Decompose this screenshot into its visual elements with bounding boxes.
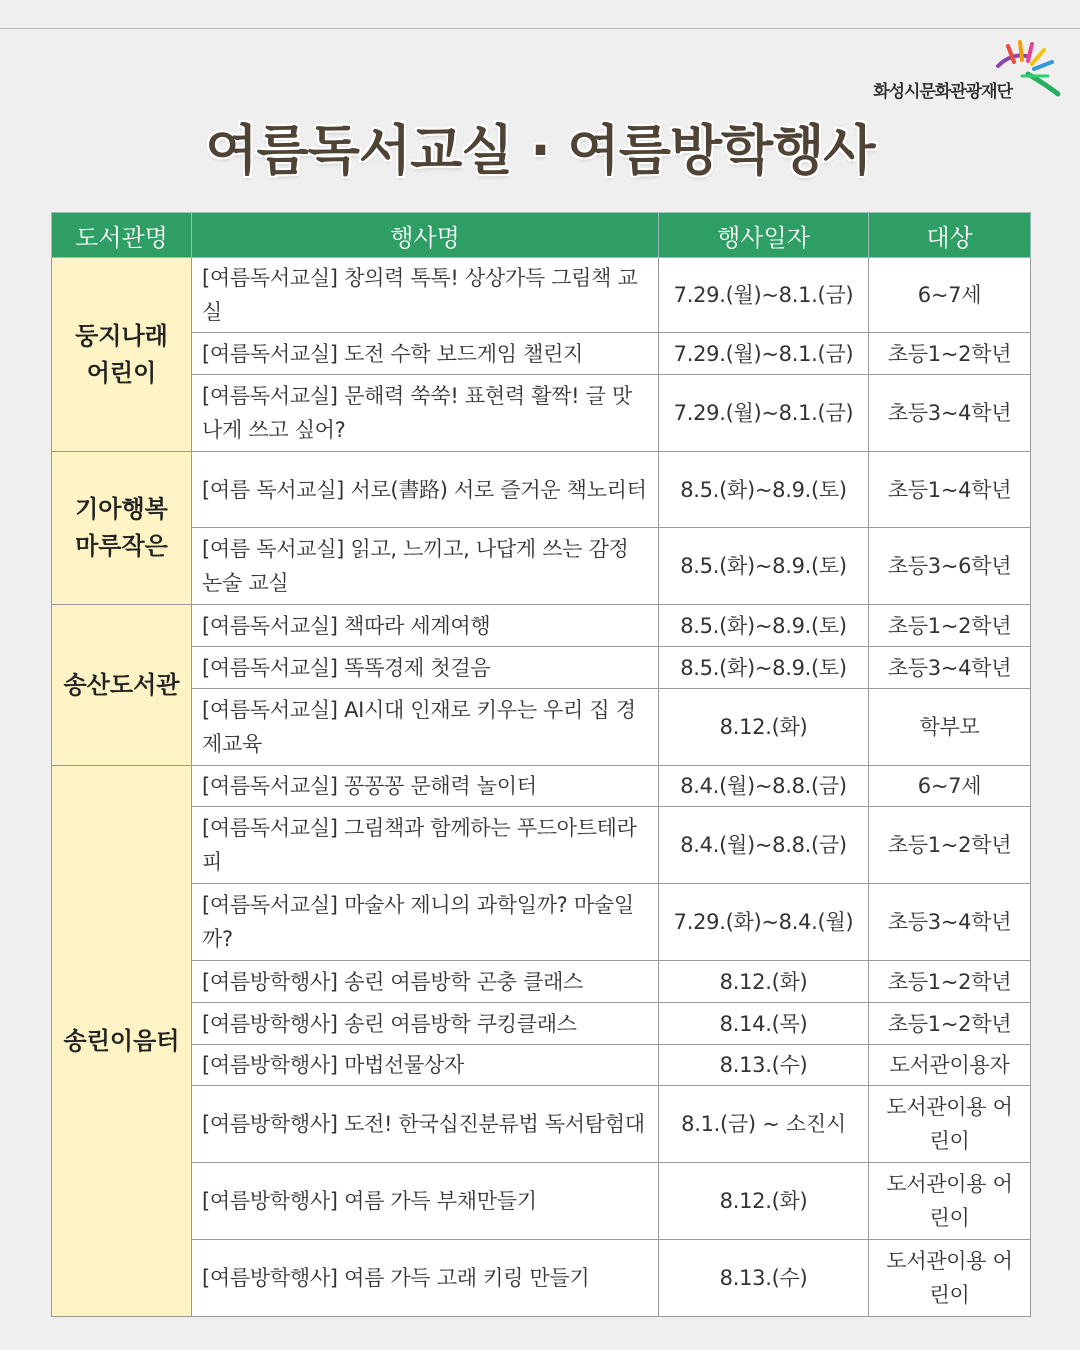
table-row xyxy=(52,333,1031,375)
target-cell: 초등3~6학년 xyxy=(869,528,1031,605)
target-cell: 학부모 xyxy=(869,689,1031,766)
target-cell: 도서관이용 어린이 xyxy=(869,1086,1031,1163)
table-row xyxy=(52,1086,1031,1163)
table-row xyxy=(52,647,1031,689)
event-name-cell: [여름독서교실] 마술사 제니의 과학일까? 마술일까? xyxy=(192,884,659,961)
target-cell: 초등1~2학년 xyxy=(869,605,1031,647)
target-cell: 초등1~2학년 xyxy=(869,807,1031,884)
event-name-cell: [여름독서교실] 문해력 쑥쑥! 표현력 활짝! 글 맛 나게 쓰고 싶어? xyxy=(192,375,659,452)
event-name-cell: [여름 독서교실] 읽고, 느끼고, 나답게 쓰는 감정 논술 교실 xyxy=(192,528,659,605)
event-name-cell: [여름방학행사] 도전! 한국십진분류법 독서탐험대 xyxy=(192,1086,659,1163)
event-name-cell: [여름독서교실] 창의력 톡톡! 상상가득 그림책 교실 xyxy=(192,258,659,333)
library-cell: 기아행복 마루작은 xyxy=(52,452,192,605)
event-date-cell: 8.12.(화) xyxy=(659,689,869,766)
event-name-cell: [여름독서교실] 책따라 세계여행 xyxy=(192,605,659,647)
target-cell: 초등1~4학년 xyxy=(869,452,1031,528)
target-cell: 도서관이용 어린이 xyxy=(869,1240,1031,1317)
target-cell: 도서관이용자 xyxy=(869,1045,1031,1086)
table-row xyxy=(52,766,1031,807)
library-cell: 둥지나래 어린이 xyxy=(52,258,192,452)
table-row xyxy=(52,961,1031,1003)
table-row xyxy=(52,452,1031,528)
table-row xyxy=(52,807,1031,884)
event-date-cell: 8.13.(수) xyxy=(659,1240,869,1317)
target-cell: 초등1~2학년 xyxy=(869,333,1031,375)
event-date-cell: 8.5.(화)~8.9.(토) xyxy=(659,647,869,689)
library-cell: 송산도서관 xyxy=(52,605,192,766)
event-name-cell: [여름독서교실] 도전 수학 보드게임 챌린지 xyxy=(192,333,659,375)
target-cell: 초등3~4학년 xyxy=(869,884,1031,961)
event-date-cell: 8.12.(화) xyxy=(659,1163,869,1240)
event-date-cell: 8.13.(수) xyxy=(659,1045,869,1086)
event-date-cell: 8.5.(화)~8.9.(토) xyxy=(659,528,869,605)
table-row xyxy=(52,1240,1031,1317)
target-cell: 초등3~4학년 xyxy=(869,647,1031,689)
event-date-cell: 7.29.(월)~8.1.(금) xyxy=(659,333,869,375)
event-name-cell: [여름방학행사] 마법선물상자 xyxy=(192,1045,659,1086)
target-cell: 초등1~2학년 xyxy=(869,1003,1031,1045)
page-title: 여름독서교실 · 여름방학행사 xyxy=(205,119,875,182)
header-library: 도서관명 xyxy=(52,213,192,258)
event-date-cell: 8.12.(화) xyxy=(659,961,869,1003)
event-date-cell: 7.29.(화)~8.4.(월) xyxy=(659,884,869,961)
header-target: 대상 xyxy=(869,213,1031,258)
top-divider xyxy=(0,28,1080,29)
target-cell: 6~7세 xyxy=(869,258,1031,333)
table-row xyxy=(52,689,1031,766)
event-date-cell: 8.4.(월)~8.8.(금) xyxy=(659,766,869,807)
table-row xyxy=(52,884,1031,961)
target-cell: 도서관이용 어린이 xyxy=(869,1163,1031,1240)
target-cell: 6~7세 xyxy=(869,766,1031,807)
event-date-cell: 7.29.(월)~8.1.(금) xyxy=(659,258,869,333)
event-name-cell: [여름방학행사] 송린 여름방학 쿠킹클래스 xyxy=(192,1003,659,1045)
event-date-cell: 8.14.(목) xyxy=(659,1003,869,1045)
event-name-cell: [여름방학행사] 송린 여름방학 곤충 클래스 xyxy=(192,961,659,1003)
table-row xyxy=(52,1045,1031,1086)
target-cell: 초등1~2학년 xyxy=(869,961,1031,1003)
table-row xyxy=(52,605,1031,647)
table-row xyxy=(52,375,1031,452)
foundation-logo xyxy=(862,36,1062,102)
event-name-cell: [여름독서교실] AI시대 인재로 키우는 우리 집 경제교육 xyxy=(192,689,659,766)
event-date-cell: 8.5.(화)~8.9.(토) xyxy=(659,452,869,528)
header-event-date: 행사일자 xyxy=(659,213,869,258)
table-row xyxy=(52,528,1031,605)
header-event-name: 행사명 xyxy=(192,213,659,258)
event-name-cell: [여름독서교실] 꽁꽁꽁 문해력 놀이터 xyxy=(192,766,659,807)
event-name-cell: [여름방학행사] 여름 가득 고래 키링 만들기 xyxy=(192,1240,659,1317)
event-date-cell: 7.29.(월)~8.1.(금) xyxy=(659,375,869,452)
table-row xyxy=(52,1003,1031,1045)
org-name: 화성시문화관광재단 xyxy=(873,82,1012,102)
target-cell: 초등3~4학년 xyxy=(869,375,1031,452)
event-name-cell: [여름방학행사] 여름 가득 부채만들기 xyxy=(192,1163,659,1240)
event-name-cell: [여름독서교실] 똑똑경제 첫걸음 xyxy=(192,647,659,689)
event-date-cell: 8.4.(월)~8.8.(금) xyxy=(659,807,869,884)
table-row xyxy=(52,258,1031,333)
event-date-cell: 8.5.(화)~8.9.(토) xyxy=(659,605,869,647)
event-name-cell: [여름독서교실] 그림책과 함께하는 푸드아트테라피 xyxy=(192,807,659,884)
event-date-cell: 8.1.(금) ~ 소진시 xyxy=(659,1086,869,1163)
library-cell: 송린이음터 xyxy=(52,766,192,1317)
event-name-cell: [여름 독서교실] 서로(書路) 서로 즐거운 책노리터 xyxy=(192,452,659,528)
event-table xyxy=(51,212,1031,1317)
table-header-row xyxy=(52,213,1031,258)
table-row xyxy=(52,1163,1031,1240)
